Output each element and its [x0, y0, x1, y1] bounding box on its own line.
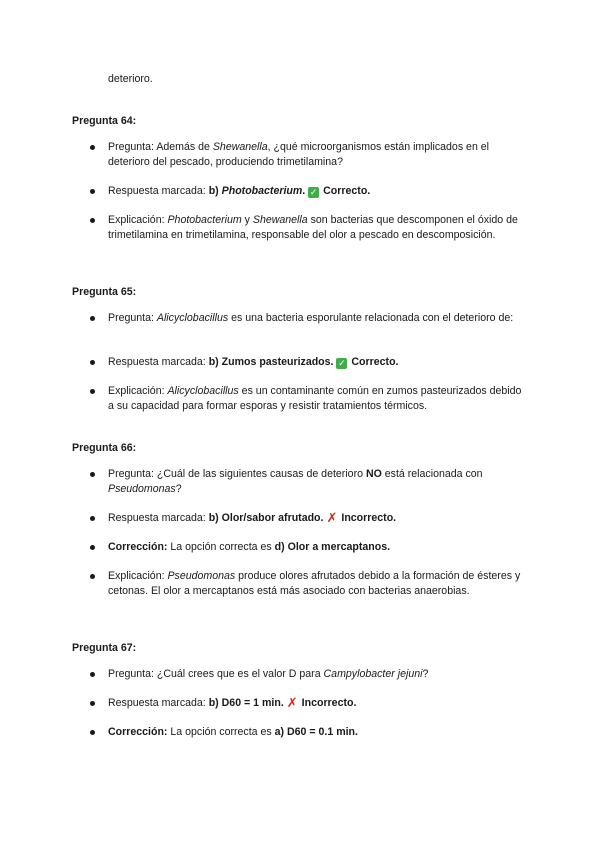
bullet [90, 701, 95, 706]
q66-answer: Respuesta marcada: b) Olor/sabor afrutado. ✗ Incorrecto. [108, 511, 528, 526]
heading-q66: Pregunta 66: [72, 442, 137, 454]
q64-question: Pregunta: Además de Shewanella, ¿qué microorganismos están implicados en el deterioro del pescado, produciendo trimetilamina? [108, 140, 528, 170]
q64-answer: Respuesta marcada: b) Photobacterium. ✓ Correcto. [108, 184, 528, 199]
q66-explanation: Explicación: Pseudomonas produce olores afrutados debido a la formación de ésteres y cetonas. El olor a mercaptanos está más asociado con bacterias anaerobias. [108, 569, 528, 599]
heading-q65: Pregunta 65: [72, 286, 137, 298]
bullet [90, 218, 95, 223]
bullet [90, 360, 95, 365]
q67-answer: Respuesta marcada: b) D60 = 1 min. ✗ Incorrecto. [108, 696, 528, 711]
heading-q67: Pregunta 67: [72, 642, 137, 654]
q66-correction: Corrección: La opción correcta es d) Olor a mercaptanos. [108, 540, 528, 555]
bullet [90, 189, 95, 194]
bullet [90, 316, 95, 321]
q64-explanation: Explicación: Photobacterium y Shewanella son bacterias que descomponen el óxido de trimetilamina en trimetilamina, responsable del olor a pescado en descomposición. [108, 213, 528, 243]
q65-explanation: Explicación: Alicyclobacillus es un contaminante común en zumos pasteurizados debido a su capacidad para formar esporas y resistir tratamientos térmicos. [108, 384, 528, 414]
heading-q64: Pregunta 64: [72, 115, 137, 127]
q67-question: Pregunta: ¿Cuál crees que es el valor D para Campylobacter jejuni? [108, 667, 528, 682]
continuation-text: deterioro. [108, 73, 153, 85]
q65-answer: Respuesta marcada: b) Zumos pasteurizados. ✓ Correcto. [108, 355, 528, 370]
q67-correction: Corrección: La opción correcta es a) D60 = 0.1 min. [108, 725, 528, 740]
bullet [90, 472, 95, 477]
cross-icon: ✗ [326, 510, 338, 525]
bullet [90, 730, 95, 735]
bullet [90, 545, 95, 550]
cross-icon: ✗ [286, 695, 298, 710]
bullet [90, 574, 95, 579]
q65-question: Pregunta: Alicyclobacillus es una bacteria esporulante relacionada con el deterioro de: [108, 311, 528, 326]
q66-question: Pregunta: ¿Cuál de las siguientes causas de deterioro NO está relacionada con Pseudomonas? [108, 467, 528, 497]
bullet [90, 516, 95, 521]
check-box-icon: ✓ [309, 187, 318, 197]
check-box-icon: ✓ [338, 358, 346, 368]
bullet [90, 145, 95, 150]
bullet [90, 389, 95, 394]
bullet [90, 672, 95, 677]
